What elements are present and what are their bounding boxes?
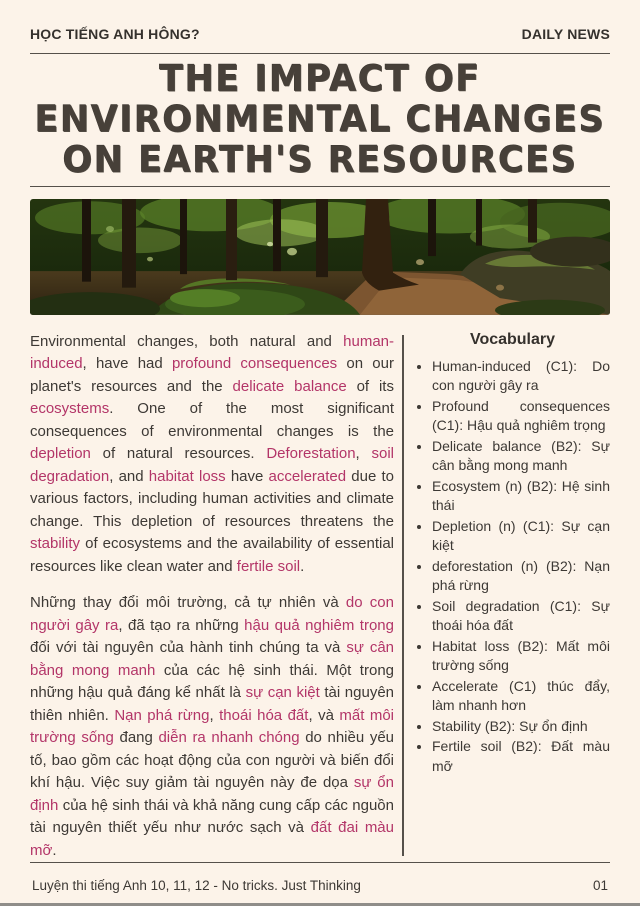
highlighted-term: stability [30,535,81,553]
highlighted-term: depletion [30,445,91,463]
highlighted-term: delicate balance [232,377,347,395]
vocabulary-item: • deforestation (n) (B2): Nạn phá rừng [432,557,610,596]
body-text: đối với tài nguyên của hành tinh chúng ta và [30,639,347,657]
masthead-brand: HỌC TIẾNG ANH HÔNG? [30,26,200,42]
masthead-daily-news: DAILY NEWS [521,26,610,42]
header-divider [30,53,610,54]
body-text: have [225,467,269,485]
body-text: due to various factors, including human activities and climate change. This depletion of resources threatens the [30,467,394,530]
vocabulary-column [413,331,610,863]
body-text: , đã tạo ra những [118,616,245,634]
highlighted-term: accelerated [268,467,347,485]
body-text: . [52,841,57,859]
article-column [30,331,394,863]
page-title-line-2: ENVIRONMENTAL CHANGES [34,99,606,141]
article-paragraph-english [30,331,394,579]
highlighted-term: Deforestation [266,445,356,463]
body-text: đang [113,729,159,747]
body-text: Environmental changes, both natural and [30,332,344,350]
body-text: của các hệ sinh thái. Một trong những hậu quả đáng kể nhất là [30,661,394,702]
body-text: . One of the most significant consequences of environmental changes is the [30,400,394,440]
body-text: , [209,706,220,724]
highlighted-term: profound consequences [171,355,338,373]
footer-slogan: Luyện thi tiếng Anh 10, 11, 12 - No tricks. Just Thinking [32,878,361,894]
forest-photo-illustration [30,199,610,315]
highlighted-term: human-induced [30,332,394,373]
vocabulary-item: • Stability (B2): Sự ổn định [432,717,610,737]
highlighted-term: habitat loss [148,467,226,485]
vocabulary-item: • Soil degradation (C1): Sự thoái hóa đất [432,597,610,636]
body-text: , have had [82,355,172,373]
highlighted-term: fertile soil [236,557,301,575]
footer [30,863,610,906]
vocabulary-item: • Delicate balance (B2): Sự cân bằng mong manh [432,437,610,476]
page-title-line-3: ON EARTH'S RESOURCES [62,139,578,182]
page-title-line-1: THE IMPACT OF [159,58,481,101]
highlighted-term: sự ổn định [30,774,394,814]
highlighted-term: ecosystems [30,400,110,418]
body-text: của hệ sinh thái và khả năng cung cấp các nguồn tài nguyên thiết yếu như nước sạch và [30,796,394,837]
article-photo [30,199,610,315]
highlighted-term: thoái hóa đất [219,706,309,724]
vocabulary-item: • Fertile soil (B2): Đất màu mỡ [432,737,610,776]
body-text: . [300,557,305,575]
page-title [30,60,610,182]
highlighted-term: sự cân bằng mong manh [30,639,394,679]
body-text: do nhiều yếu tố, bao gồm các hoạt động của con người và biến đổi khí hậu. Việc suy giảm tài nguyên này đe dọa [30,729,395,792]
body-text: tài nguyên thiên nhiên. [30,684,395,724]
highlighted-term: diễn ra nhanh chóng [158,729,300,747]
highlighted-term: đất đai màu mỡ [30,819,394,859]
vocabulary-list [415,357,610,777]
vocabulary-title: Vocabulary [469,330,556,348]
vocabulary-item: • Habitat loss (B2): Mất môi trường sống [432,637,610,676]
body-text: , và [308,706,340,724]
vocabulary-item: • Depletion (n) (C1): Sự cạn kiệt [432,517,610,556]
highlighted-term: soil degradation [30,445,394,485]
vocabulary-item: • Ecosystem (n) (B2): Hệ sinh thái [432,477,610,516]
title-divider [30,186,610,187]
page-number: 01 [592,878,608,894]
article-paragraph-vietnamese [30,592,394,862]
highlighted-term: mất môi trường sống [30,706,395,747]
body-text: , [355,445,372,463]
body-text: on our planet's resources and the [30,355,394,395]
main-content [30,331,610,863]
vocabulary-item: • Accelerate (C1) thúc đẩy, làm nhanh hơn [432,677,610,716]
body-text: of natural resources. [90,445,267,463]
highlighted-term: hậu quả nghiêm trọng [244,616,394,634]
body-text: Những thay đổi môi trường, cả tự nhiên và [30,594,346,612]
vocabulary-item: • Profound consequences (C1): Hậu quả nghiêm trọng [432,397,610,436]
masthead [30,26,610,42]
highlighted-term: sự cạn kiệt [245,684,320,702]
highlighted-term: do con người gây ra [30,594,394,634]
body-text: of its [346,377,394,395]
column-divider [402,335,404,857]
highlighted-term: Nạn phá rừng [114,706,210,724]
body-text: , and [109,467,149,485]
vocabulary-item: • Human-induced (C1): Do con người gây ra [432,357,610,396]
body-text: of ecosystems and the availability of essential resources like clean water and [30,535,394,575]
